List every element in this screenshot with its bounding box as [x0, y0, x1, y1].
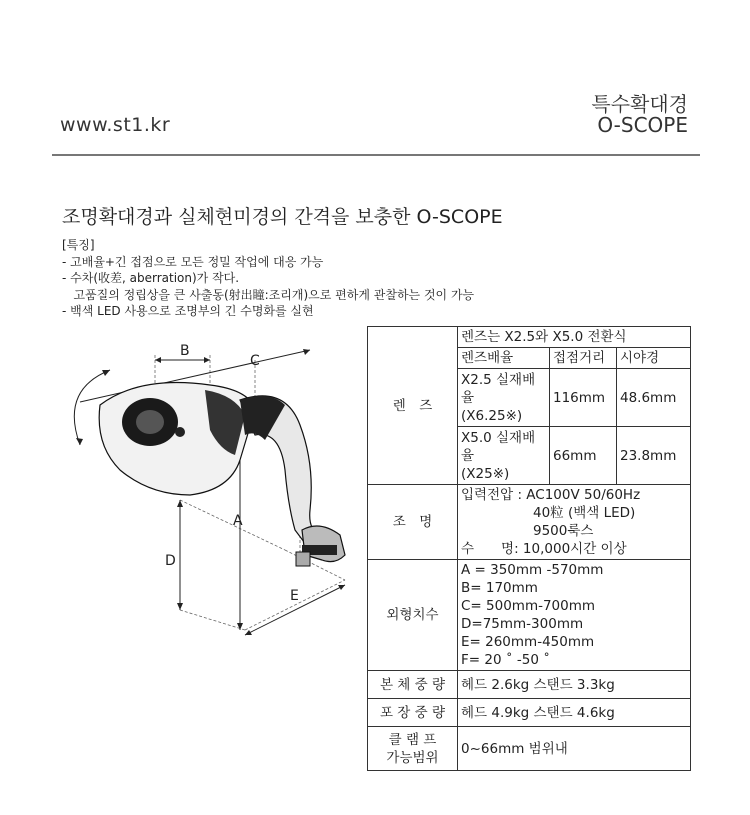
- spec-label-dimensions: 외형치수: [368, 560, 458, 671]
- feature-line: 고품질의 정립상을 큰 사출동(射出瞳:조리개)으로 편하게 관찰하는 것이 가능: [62, 287, 475, 302]
- dimension-line: E= 260mm-450mm: [461, 634, 595, 650]
- feature-line: - 고배율+긴 접점으로 모든 정밀 작업에 대응 가능: [62, 254, 324, 269]
- lighting-line: 수 명: 10,000시간 이상: [461, 541, 627, 557]
- feature-heading: [특징]: [62, 238, 95, 252]
- feature-line: - 백색 LED 사용으로 조명부의 긴 수명화를 실현: [62, 304, 314, 318]
- clamp-label-line: 클 램 프: [388, 731, 437, 748]
- spec-label-lens: 렌 즈: [368, 327, 458, 485]
- dimension-line: A = 350mm -570mm: [461, 562, 604, 578]
- lens-row-mag: X2.5 실재배율 (X6.25※): [458, 369, 550, 427]
- lens-row-mag: X5.0 실재배율 (X25※): [458, 427, 550, 485]
- feature-list: [62, 237, 474, 320]
- dimension-line: D=75mm-300mm: [461, 616, 584, 632]
- dimension-label-c: C: [250, 353, 260, 369]
- product-model: O-SCOPE: [597, 113, 688, 137]
- clamp-label-line: 가능범위: [386, 749, 439, 766]
- dimension-label-e: E: [290, 588, 299, 604]
- dimension-line: F= 20 ˚ -50 ˚: [461, 652, 550, 668]
- lighting-line: 40粒 (백색 LED): [533, 505, 636, 521]
- product-title: 특수확대경: [591, 92, 688, 116]
- lens-row-distance: 66mm: [550, 427, 617, 485]
- spec-label-lighting: 조 명: [368, 485, 458, 560]
- lighting-line: 9500룩스: [533, 523, 594, 539]
- lighting-details: [458, 485, 691, 560]
- lens-row-distance: 116mm: [550, 369, 617, 427]
- spec-label-clamp: [368, 727, 458, 771]
- spec-label-package-weight: 포 장 중 량: [368, 699, 458, 727]
- product-diagram: [40, 330, 360, 650]
- dimension-label-b: B: [180, 343, 190, 359]
- dimension-line: C= 500mm-700mm: [461, 598, 596, 614]
- dimension-details: [458, 560, 691, 671]
- dimension-label-d: D: [165, 553, 176, 569]
- lens-description: 렌즈는 X2.5와 X5.0 전환식: [458, 327, 691, 348]
- clamp-value: 0~66mm 범위내: [458, 727, 691, 771]
- lighting-line: 입력전압 : AC100V 50/60Hz: [461, 487, 641, 503]
- spec-table: [367, 326, 691, 771]
- lens-header-mag: 렌즈배율: [458, 348, 550, 369]
- feature-line: - 수차(收差, aberration)가 작다.: [62, 271, 240, 285]
- lens-header-field: 시야경: [617, 348, 691, 369]
- dimension-line: B= 170mm: [461, 580, 538, 596]
- body-weight-value: 헤드 2.6kg 스탠드 3.3kg: [458, 671, 691, 699]
- header-divider: [52, 154, 700, 156]
- spec-label-body-weight: 본 체 중 량: [368, 671, 458, 699]
- dimension-label-a: A: [233, 513, 243, 529]
- lens-header-distance: 접점거리: [550, 348, 617, 369]
- package-weight-value: 헤드 4.9kg 스탠드 4.6kg: [458, 699, 691, 727]
- headline: 조명확대경과 실체현미경의 간격을 보충한 O-SCOPE: [62, 206, 503, 228]
- site-url[interactable]: www.st1.kr: [60, 114, 171, 136]
- lens-row-field: 23.8mm: [617, 427, 691, 485]
- lens-row-field: 48.6mm: [617, 369, 691, 427]
